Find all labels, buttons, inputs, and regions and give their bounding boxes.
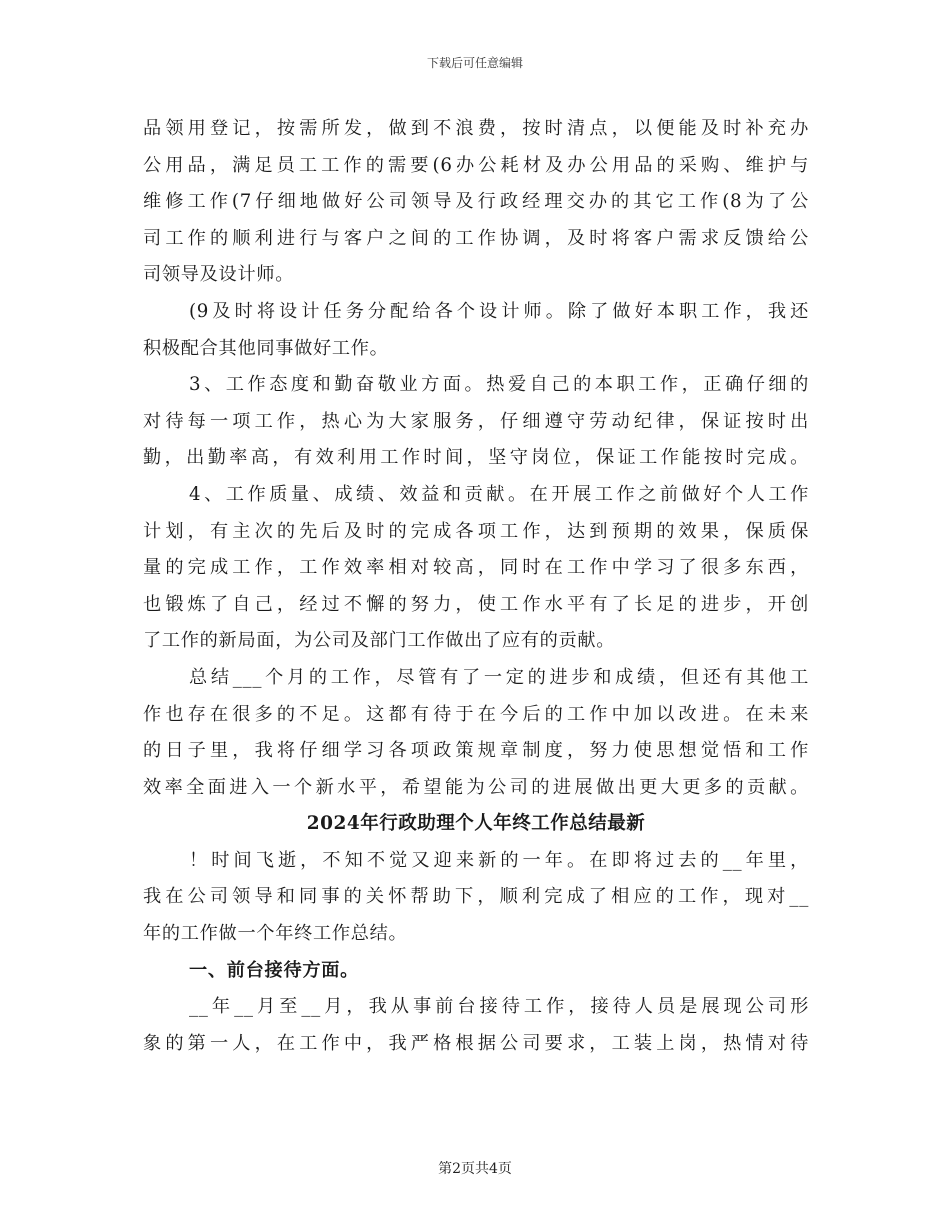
paragraph-block-1 [143,111,809,806]
text-line: 司领导及设计师。 [143,264,295,286]
text-line: 积极配合其他同事做好工作。 [143,337,389,359]
text-line: 司工作的顺利进行与客户之间的工作协调，及时将客户需求反馈给公 [143,227,809,249]
section-heading: 一、前台接待方面。 [189,959,359,981]
text-line: 的日子里，我将仔细学习各项政策规章制度，努力使思想觉悟和工作 [143,740,809,762]
page-header: 下载后可任意编辑 [426,56,523,70]
page-footer: 第2页共4页 [438,1161,512,1177]
text-line: 计划，有主次的先后及时的完成各项工作，达到预期的效果，保质保 [143,520,809,542]
text-line: 也锻炼了自己，经过不懈的努力，使工作水平有了长足的进步，开创 [143,593,809,615]
text-line: 效率全面进入一个新水平，希望能为公司的进展做出更大更多的贡献。 [143,776,809,798]
text-line: 品领用登记，按需所发，做到不浪费，按时清点，以便能及时补充办 [143,118,809,139]
text-line: 3、工作态度和勤奋敬业方面。热爱自己的本职工作，正确仔细的 [189,374,809,396]
text-line: 维修工作(7仔细地做好公司领导及行政经理交办的其它工作(8为了公 [143,191,809,213]
text-line: 量的完成工作，工作效率相对较高，同时在工作中学习了很多东西， [143,557,809,579]
text-line: 作也存在很多的不足。这都有待于在今后的工作中加以改进。在未来 [143,703,809,725]
text-line: 对待每一项工作，热心为大家服务，仔细遵守劳动纪律，保证按时出 [143,410,809,432]
paragraph-block-3 [143,989,809,1062]
text-line: 我在公司领导和同事的关怀帮助下，顺利完成了相应的工作，现对__ [143,886,809,908]
text-line: 象的第一人，在工作中，我严格根据公司要求，工装上岗，热情对待 [143,1032,809,1054]
paragraph-block-2 [143,843,809,953]
document-body [143,111,809,1062]
text-line: 年的工作做一个年终工作总结。 [143,923,408,945]
text-line: __年__月至__月，我从事前台接待工作，接待人员是展现公司形 [189,996,809,1018]
text-line: 了工作的新局面，为公司及部门工作做出了应有的贡献。 [143,630,616,652]
text-line: 公用品，满足员工工作的需要(6办公耗材及办公用品的采购、维护与 [143,154,809,176]
text-line: ！时间飞逝，不知不觉又迎来新的一年。在即将过去的__年里， [189,849,809,871]
text-line: 4、工作质量、成绩、效益和贡献。在开展工作之前做好个人工作 [189,483,809,505]
text-line: 总结___个月的工作，尽管有了一定的进步和成绩，但还有其他工 [189,666,809,688]
section-title: 2024年行政助理个人年终工作总结最新 [306,813,646,835]
text-line: (9及时将设计任务分配给各个设计师。除了做好本职工作，我还 [189,300,809,322]
text-line: 勤，出勤率高，有效利用工作时间，坚守岗位，保证工作能按时完成。 [143,447,809,469]
